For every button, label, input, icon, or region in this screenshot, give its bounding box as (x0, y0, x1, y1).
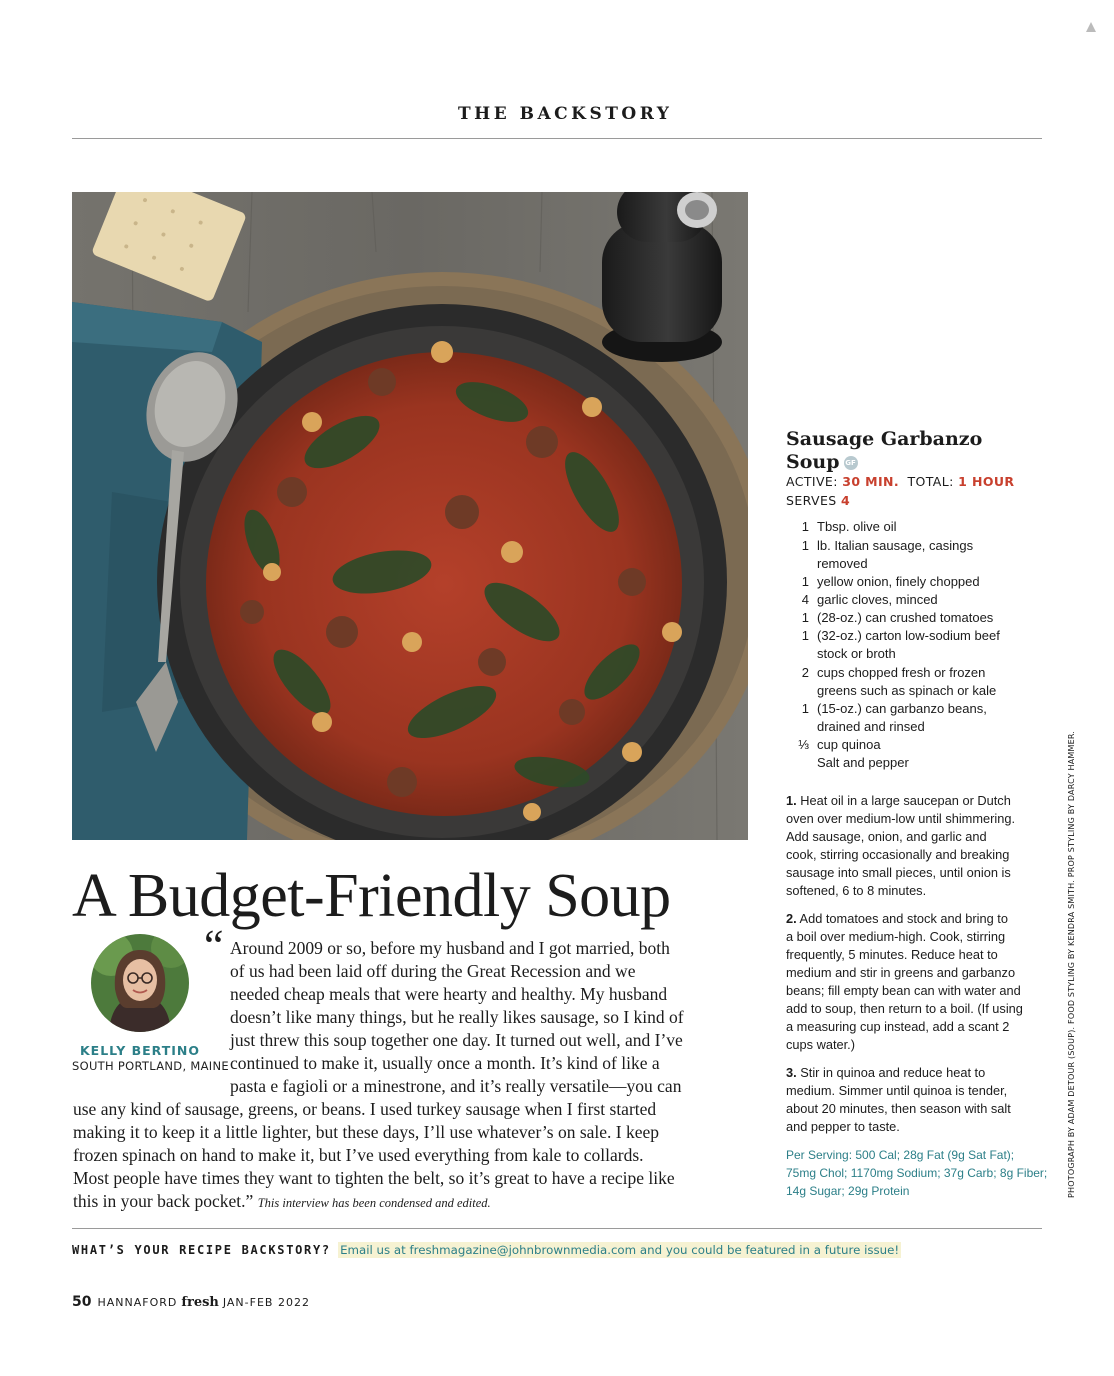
article-headline: A Budget-Friendly Soup (72, 862, 671, 930)
ingredient-text: drained and rinsed (817, 719, 925, 734)
publication-brand: fresh (181, 1295, 219, 1310)
header-rule (72, 138, 1042, 139)
issue-date: JAN-FEB 2022 (222, 1296, 310, 1309)
story-line: pasta e fagioli or a minestrone, and it’s really versatile—you can (230, 1076, 682, 1096)
step-line: frequently, 5 minutes. Reduce heat to (786, 947, 998, 962)
ingredient-qty: 2 (801, 665, 809, 680)
step-number: 2. (786, 911, 797, 926)
step-text: Add tomatoes and stock and bring to (799, 911, 1008, 926)
ingredient-text: cup quinoa (817, 737, 881, 752)
ingredient-text: (32-oz.) carton low-sodium beef (817, 628, 1000, 643)
step-line: medium and stir in greens and garbanzo (786, 965, 1016, 980)
story-line: use any kind of sausage, greens, or beans. I used turkey sausage when I first started (73, 1099, 657, 1119)
author-location: SOUTH PORTLAND, MAINE (72, 1059, 229, 1073)
step-line (786, 1064, 985, 1082)
page-number: 50 (72, 1294, 92, 1310)
ingredient-text: (15-oz.) can garbanzo beans, (817, 701, 987, 716)
story-line: Around 2009 or so, before my husband and I got married, both (230, 938, 670, 958)
story-line: making it to keep it a little lighter, but these days, I’ll use whatever’s on sale. I keep (73, 1122, 660, 1142)
step-line: cook, stirring occasionally and breaking (786, 847, 1010, 862)
nutrition-info: Per Serving: 500 Cal; 28g Fat (9g Sat Fat); (786, 1148, 1015, 1162)
ingredient-qty: 1 (801, 701, 809, 716)
step-line: sausage into small pieces, until onion is (786, 865, 1011, 880)
cta-label: WHAT’S YOUR RECIPE BACKSTORY? (72, 1243, 331, 1257)
registration-mark-icon (1086, 22, 1096, 32)
active-value: 30 MIN. (842, 474, 900, 489)
total-label: TOTAL: (907, 474, 954, 489)
ingredient-text: removed (817, 556, 868, 571)
story-line: of us had been laid off during the Great Recession and we (230, 961, 636, 981)
step-number: 3. (786, 1065, 797, 1080)
step-line: medium. Simmer until quinoa is tender, (786, 1083, 1008, 1098)
footer-rule (72, 1228, 1042, 1229)
recipe-title-line2 (786, 450, 1046, 474)
call-to-action (72, 1243, 901, 1257)
total-value: 1 HOUR (958, 474, 1015, 489)
story-line-last (73, 1191, 491, 1214)
story-line: frozen spinach on hand to make it, but I’ve used everything from kale to collards. (73, 1145, 644, 1165)
step-number: 1. (786, 793, 797, 808)
nutrition-info: 75mg Chol; 1170mg Sodium; 37g Carb; 8g Fiber; (786, 1166, 1048, 1180)
nutrition-info: 14g Sugar; 29g Protein (786, 1184, 910, 1198)
step-line: add to soup, then return to a boil. (If using (786, 1001, 1023, 1016)
soup-photo (72, 192, 748, 840)
edit-note: This interview has been condensed and edited. (257, 1196, 491, 1210)
ingredient-text: (28-oz.) can crushed tomatoes (817, 610, 994, 625)
step-line: a boil over medium-high. Cook, stirring (786, 929, 1006, 944)
step-text: Heat oil in a large saucepan or Dutch (800, 793, 1011, 808)
photo-credit: PHOTOGRAPH BY ADAM DETOUR (SOUP). FOOD STYLING BY KENDRA SMITH. PROP STYLING BY DARCY HAMMER. (1067, 730, 1076, 1198)
step-line (786, 910, 1008, 928)
step-line (786, 792, 1011, 810)
gluten-free-badge-icon: GF (844, 456, 858, 470)
ingredient-qty: 1 (801, 519, 809, 534)
step-line: and pepper to taste. (786, 1119, 900, 1134)
ingredient-qty: 1 (801, 628, 809, 643)
ingredient-qty: 1 (801, 610, 809, 625)
step-line: a measuring cup instead, add a scant 2 (786, 1019, 1010, 1034)
story-line: just threw this soup together one day. It turned out well, and I’ve (230, 1030, 683, 1050)
recipe-title-text: Soup (786, 451, 840, 473)
step-line: oven over medium-low until shimmering. (786, 811, 1016, 826)
section-title: THE BACKSTORY (458, 104, 673, 124)
ingredient-text: lb. Italian sausage, casings (817, 538, 974, 553)
ingredient-text: garlic cloves, minced (817, 592, 938, 607)
step-line: cups water.) (786, 1037, 855, 1052)
author-avatar (91, 934, 189, 1032)
ingredient-text: yellow onion, finely chopped (817, 574, 980, 589)
story-line: continued to make it, usually once a month. It’s kind of like a (230, 1053, 660, 1073)
recipe-time (786, 474, 1014, 489)
ingredient-text: greens such as spinach or kale (817, 683, 997, 698)
ingredient-text: stock or broth (817, 646, 896, 661)
ingredient-qty: 1 (801, 538, 809, 553)
ingredient-text: cups chopped fresh or frozen (817, 665, 986, 680)
step-line: softened, 6 to 8 minutes. (786, 883, 927, 898)
step-line: beans; fill empty bean can with water and (786, 983, 1021, 998)
recipe-title-line1: Sausage Garbanzo (786, 428, 983, 450)
active-label: ACTIVE: (786, 474, 838, 489)
author-name: KELLY BERTINO (79, 1043, 200, 1058)
ingredient-text: Salt and pepper (817, 755, 909, 770)
publication-name: HANNAFORD (97, 1296, 178, 1309)
step-text: Stir in quinoa and reduce heat to (800, 1065, 986, 1080)
story-line: needed cheap meals that were hearty and healthy. My husband (230, 984, 668, 1004)
step-line: about 20 minutes, then season with salt (786, 1101, 1011, 1116)
step-line: Add sausage, onion, and garlic and (786, 829, 987, 844)
ingredient-text: Tbsp. olive oil (817, 519, 897, 534)
serves-value: 4 (841, 493, 851, 508)
story-closing-text: this in your back pocket.” (73, 1191, 254, 1211)
ingredient-qty: 4 (801, 592, 809, 607)
ingredient-qty: ⅓ (798, 737, 809, 752)
open-quote-mark: “ (204, 921, 224, 970)
recipe-serves (786, 493, 850, 508)
cta-email-link[interactable]: Email us at freshmagazine@johnbrownmedia.com and you could be featured in a future issue! (340, 1243, 900, 1257)
story-line: Most people have times they want to tighten the belt, so it’s great to have a recipe like (73, 1168, 675, 1188)
story-line: doesn’t like many things, but he really likes sausage, so I kind of (230, 1007, 684, 1027)
page-folio (72, 1294, 310, 1310)
serves-label: SERVES (786, 493, 837, 508)
ingredient-qty: 1 (801, 574, 809, 589)
